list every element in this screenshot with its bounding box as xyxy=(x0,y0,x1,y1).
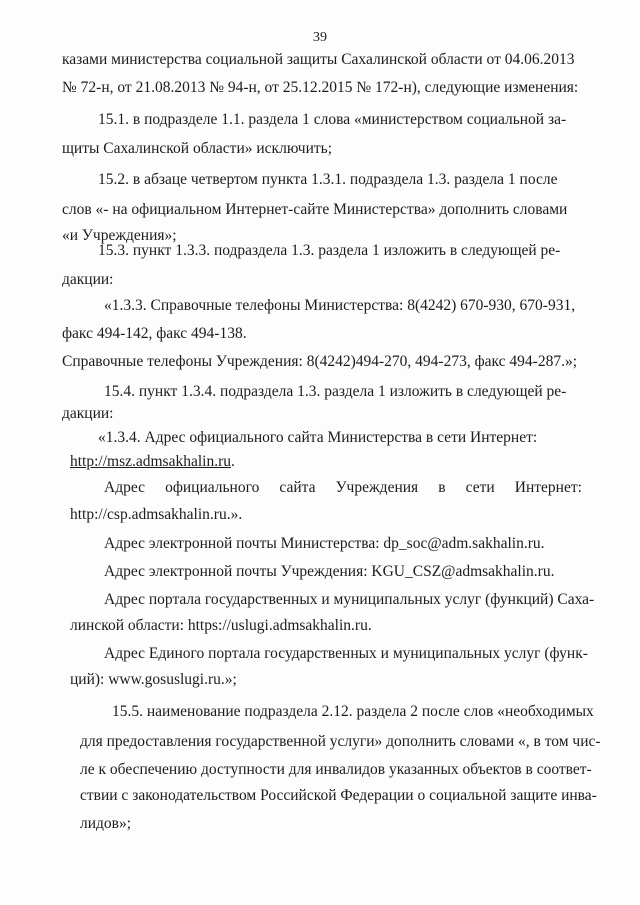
word: в xyxy=(438,479,446,496)
text-line: 15.2. в абзаце четвертом пункта 1.3.1. подраздела 1.3. раздела 1 после xyxy=(98,171,558,188)
word: Адрес xyxy=(104,479,145,496)
text-line: Адрес портала государственных и муниципальных услуг (функций) Саха- xyxy=(104,591,595,608)
text-line: дакции: xyxy=(62,271,114,288)
text-line: «1.3.4. Адрес официального сайта Министерства в сети Интернет: xyxy=(98,429,538,446)
text-line: линской области: https://uslugi.admsakhalin.ru. xyxy=(70,617,372,634)
text-line xyxy=(70,452,582,472)
text-line: Адрес электронной почты Учреждения: KGU_CSZ@admsakhalin.ru. xyxy=(104,563,555,580)
text-line: «1.3.3. Справочные телефоны Министерства: 8(4242) 670-930, 670-931, xyxy=(104,297,576,314)
word: сайта xyxy=(279,479,316,496)
text-line: ствии с законодательством Российской Федерации о социальной защите инва- xyxy=(80,787,597,804)
word: Учреждения xyxy=(335,479,419,496)
text-line: 15.1. в подразделе 1.1. раздела 1 слова «министерством социальной за- xyxy=(98,111,567,128)
text-line: 15.5. наименование подраздела 2.12. раздела 2 после слов «необходимых xyxy=(112,703,594,720)
text-line: 15.4. пункт 1.3.4. подраздела 1.3. раздела 1 изложить в следующей ре- xyxy=(104,383,567,400)
text-line: Адрес электронной почты Министерства: dp_soc@adm.sakhalin.ru. xyxy=(104,535,545,552)
text-line: № 72-н, от 21.08.2013 № 94-н, от 25.12.2015 № 172-н), следующие изменения: xyxy=(62,79,579,96)
text-line: слов «- на официальном Интернет-сайте Министерства» дополнить словами xyxy=(62,201,568,218)
text-line: для предоставления государственной услуги» дополнить словами «, в том чис- xyxy=(80,733,601,750)
justified-line xyxy=(104,478,582,498)
text-line: http://csp.admsakhalin.ru.». xyxy=(70,506,243,523)
page-number: 39 xyxy=(313,30,327,45)
text-line: Адрес Единого портала государственных и муниципальных услуг (функ- xyxy=(104,645,588,662)
text-line: ций): www.gosuslugi.ru.»; xyxy=(70,671,237,688)
word: сети xyxy=(465,479,495,496)
word: официального xyxy=(165,479,260,496)
text-line: ле к обеспечению доступности для инвалидов указанных объектов в соответ- xyxy=(80,761,592,778)
punctuation: . xyxy=(231,453,235,470)
text-line: 15.3. пункт 1.3.3. подраздела 1.3. раздела 1 изложить в следующей ре- xyxy=(98,242,561,259)
text-line: факс 494-142, факс 494-138. xyxy=(62,325,247,342)
text-line: Справочные телефоны Учреждения: 8(4242)494-270, 494-273, факс 494-287.»; xyxy=(62,353,578,370)
text-line: «и Учреждения»; xyxy=(62,227,177,244)
text-line: казами министерства социальной защиты Сахалинской области от 04.06.2013 xyxy=(62,51,575,68)
text-line: щиты Сахалинской области» исключить; xyxy=(62,140,333,157)
word: Интернет: xyxy=(514,479,582,496)
text-line: лидов»; xyxy=(80,815,132,832)
ministry-site-link[interactable]: http://msz.admsakhalin.ru xyxy=(70,453,232,470)
text-line: дакции: xyxy=(62,405,114,422)
